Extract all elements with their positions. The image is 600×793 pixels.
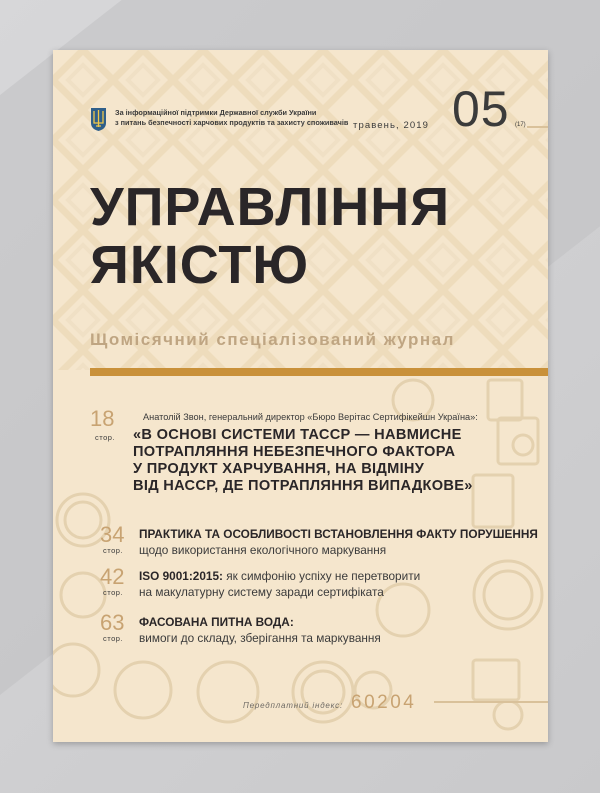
divider-bar (90, 368, 548, 376)
magazine-cover (53, 50, 548, 742)
page-label: стор. (103, 588, 124, 597)
article-headline: ФАСОВАНА ПИТНА ВОДА: (139, 615, 294, 629)
featured-line: «В ОСНОВІ СИСТЕМИ ТАССР — НАВМИСНЕ (133, 427, 462, 443)
article-page-number: 42 (100, 564, 125, 589)
article-description: вимоги до складу, зберігання та маркування (139, 631, 381, 645)
issue-total: (17) (515, 122, 526, 128)
page-label: стор. (103, 634, 124, 643)
article-headline: ПРАКТИКА ТА ОСОБЛИВОСТІ ВСТАНОВЛЕННЯ ФАКТУ ПОРУШЕННЯ (139, 527, 538, 541)
coat-of-arms-icon (90, 106, 107, 132)
issue-date: травень, 2019 (353, 120, 430, 131)
publisher-line-1: За інформаційної підтримки Державної служби України (115, 108, 317, 117)
issue-number: 05 (452, 81, 510, 137)
article-page-number: 63 (100, 610, 125, 635)
article-headline (139, 569, 420, 583)
article-description: на макулатурну систему заради сертифіката (139, 585, 384, 599)
featured-author: Анатолій Звон, генеральний директор «Бюро Верітас Сертифікейшн Україна»: (143, 412, 478, 422)
subscription-label: Передплатний індекс: (243, 701, 343, 710)
featured-line: ВІД НАССР, ДЕ ПОТРАПЛЯННЯ ВИПАДКОВЕ» (133, 478, 473, 494)
footer-rule (434, 701, 548, 703)
page-label: стор. (95, 433, 116, 442)
page-label: стор. (103, 546, 124, 555)
title-line-2: ЯКІСТЮ (90, 235, 310, 295)
featured-line: ПОТРАПЛЯННЯ НЕБЕЗПЕЧНОГО ФАКТОРА (133, 444, 456, 460)
article-headline-strong: ISO 9001:2015: (139, 569, 223, 583)
header-rule (527, 126, 548, 128)
title-line-1: УПРАВЛІННЯ (90, 177, 451, 237)
article-page-number: 34 (100, 522, 125, 547)
subscription-index: 60204 (351, 692, 417, 713)
article-description: щодо використання екологічного маркування (139, 543, 387, 557)
magazine-subtitle: Щомісячний спеціалізований журнал (90, 330, 455, 349)
featured-headline (133, 427, 533, 495)
featured-page-number: 18 (90, 406, 115, 431)
publisher-line-2: з питань безпечності харчових продуктів та захисту споживачів (115, 118, 349, 127)
publisher-info (115, 108, 375, 128)
article-headline-rest: як симфонію успіху не перетворити (222, 569, 421, 583)
magazine-title (90, 178, 530, 294)
featured-line: У ПРОДУКТ ХАРЧУВАННЯ, НА ВІДМІНУ (133, 461, 425, 477)
